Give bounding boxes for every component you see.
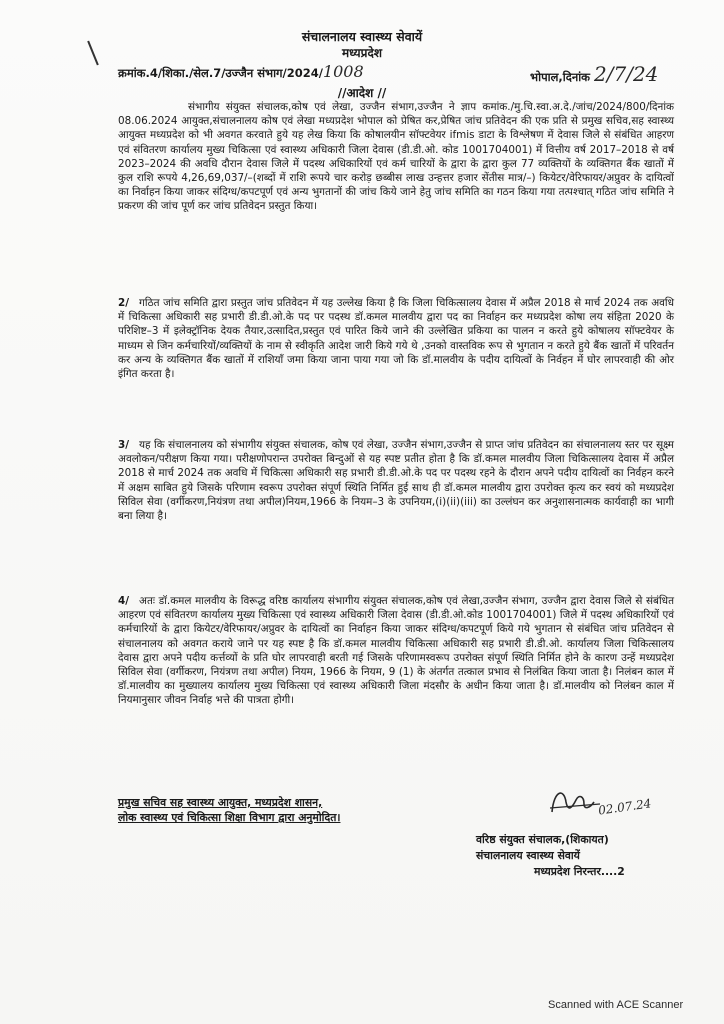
approval-line-2: लोक स्वास्थ्य एवं चिकित्सा शिक्षा विभाग द्वारा अनुमोदित। [118,811,341,824]
paragraph-2-text: गठित जांच समिति द्वारा प्रस्तुत जांच प्रतिवेदन में यह उल्लेख किया है कि जिला चिकित्सालय देवास में अप्रैल 2018 से मार्च 2024 तक अवधि में चिकित्सा अधिकारी सह प्रभारी डी.डी.ओ.के पद पर पदस्थ डॉ.कमल मालवीय द्वारा पद का निर्वाहन कर मध्यप्रदेश कोषा लय संहिता 2020 के परिशिष्ट–3 में इलेक्ट्रॉनिक देयक तैयार,उत्सादित,प्रस्तुत एवं पारित किये जाने की उल्लेखित प्रकिया का पालन न करते हुये कोषालय सॉफ्टवेयर के माध्यम से जिन कर्मचारियों/व्यक्तियों के नाम से स्वीकृति आदेश जारी किये गये थे ,उनको वास्तविक रूप से भुगतान न करते हुये बैंक खातों में परिवर्तन कर अन्य के व्यक्तिगत बैंक खातों में राशियाँ जमा किया जाना पाया गया जो कि डॉ.मालवीय के पदीय दायित्वों के निर्वहन में घोर लापरवाही की ओर इंगित करता है। [118,297,674,381]
paragraph-3 [118,438,674,523]
paragraph-3-number: 3/ [118,439,130,451]
handwritten-date: 2/7/24 [594,62,659,86]
paragraph-4-number: 4/ [118,595,130,607]
reference-prefix: क्रमांक.4/शिका./सेल.7/उज्जैन संभाग/2024/ [118,66,323,80]
paragraph-1-text: संभागीय संयुक्त संचालक,कोष एवं लेखा, उज्जैन संभाग,उज्जैन ने ज्ञाप कमांक./मु.चि.स्वा.अ.दे./जांच/2024/800/दिनांक 08.06.2024 आयुक्त,संचालनालय कोष एवं लेखा मध्यप्रदेश भोपाल को प्रेषित कर,प्रेषित जांच प्रतिवेदन की एक प्रति से प्रमुख सचिव,सह स्वास्थ्य आयुक्त मध्यप्रदेश को भी अवगत करवाते हुये यह लेख किया कि कोषालयीन सॉफ्टवेयर ifmis डाटा के विश्लेषण में देवास जिले से संबंधित आहरण एवं संवितरण कार्यालय मुख्य चिकित्सा एवं स्वास्थ्य अधिकारी जिला देवास (डी.डी.ओ. कोड 1001704001) में वित्तीय वर्ष 2017–2018 से वर्ष 2023–2024 की अवधि दौरान देवास जिले में पदस्थ अधिकारियों एवं कर्म चारियों के द्वारा के द्वारा कुल 77 व्यक्तियों के व्यक्तिगत बैंक खातों में कुल राशि रूपये 4,26,69,037/–(शब्दों में राशि रूपये चार करोड़ छब्बीस लाख उन्हत्तर हजार सेंतीस मात्र/–) कियेटर/वेरिफायर/अप्रुवर के दायित्वों का निर्वाहन किया जाकर संदिग्ध/कपटपूर्ण एवं अन्य भुगतानों की जांच किये जाने हेतु जांच समिति का गठन किया गया तत्पश्चात् गठित जांच समिति ने प्रकरण की जांच पूर्ण कर जांच प्रतिवेदन प्रस्तुत किया। [118,101,674,213]
scanner-watermark: Scanned with ACE Scanner [548,999,684,1011]
reference-number [118,62,364,81]
signatory-designation [476,832,706,880]
paragraph-1 [118,100,674,214]
place-date-label: भोपाल,दिनांक [530,70,591,84]
signature-date: 02.07.24 [597,796,653,818]
place-date [530,62,658,86]
order-title: //आदेश // [337,86,387,100]
approval-note [118,795,418,825]
directorate-heading: संचालनालय स्वास्थ्य सेवायें [301,29,423,44]
paragraph-4-text: अतः डॉ.कमल मालवीय के विरूद्ध वरिष्ठ कार्यालय संभागीय संयुक्त संचालक,कोष एवं लेखा,उज्जैन संभाग, उज्जैन द्वारा देवास जिले से संबंधित आहरण एवं संवितरण कार्यालय मुख्य चिकित्सा एवं स्वास्थ्य अधिकारी जिला देवास (डी.डी.ओ.कोड 1001704001) जिले में पदस्थ अधिकारियों एवं कर्मचारियों के द्वारा कियेटर/वेरिफायर/अप्रुवर के दायित्वों का निर्वाहन किया जाकर संदिग्ध/कपटपूर्ण किये गये भुगतान से संबंधित जांच प्रतिवेदन से संचालनालय को अवगत कराये जाने पर यह स्पष्ट है कि डॉ.कमल मालवीय चिकित्सा अधिकारी सह प्रभारी डी.डी.ओ. कार्यालय जिला चिकित्सालय देवास द्वारा अपने पदीय कर्त्तव्यों के प्रति घोर लापरवाही बरती गई जिसके परिणामस्वरूप उपरोक्त संपूर्ण स्थिति निर्मित होने के कारण उन्हें मध्यप्रदेश सिविल सेवा (वर्गीकरण, नियंत्रण तथा अपील) नियम, 1966 के नियम, 9 (1) के अंतर्गत तत्काल प्रभाव से निलंबित किया जाता है। निलंबन काल में डॉ.मालवीय का मुख्यालय कार्यालय मुख्य चिकित्सा एवं स्वास्थ्य अधिकारी जिला मंदसौर के अधीन किया जाता है। डॉ.मालवीय को निलंबन काल में नियमानुसार जीवन निर्वाह भत्ते की पात्रता होगी। [118,595,674,707]
approval-line-1: प्रमुख सचिव सह स्वास्थ्य आयुक्त, मध्यप्रदेश शासन, [118,796,323,809]
designation-line-2: संचालनालय स्वास्थ्य सेवायें [476,849,580,862]
paragraph-4 [118,594,674,708]
paragraph-3-text: यह कि संचालनालय को संभागीय संयुक्त संचालक, कोष एवं लेखा, उज्जैन संभाग,उज्जैन से प्राप्त जांच प्रतिवेदन का संचालनालय स्तर पर सूक्ष्म अवलोकन/परीक्षण किया गया। परीक्षणोपरान्त उपरोक्त बिन्दुओं से यह स्पष्ट प्रतीत होता है कि डॉ.कमल मालवीय जिला चिकित्सालय देवास में अप्रैल 2018 से मार्च 2024 तक अवधि में चिकित्सा अधिकारी सह प्रभारी डी.डी.ओ.के पद पर पदस्थ रहने के दौरान अपने पदीय दायित्वों का निर्वहन करने में अक्षम साबित हुये जिसके परिणाम स्वरूप उपरोक्त संपूर्ण स्थिति निर्मित हुई साथ ही डॉ.कमल मालवीय द्वारा उपरोक्त कृत्य कर स्वयं को मध्यप्रदेश सिविल सेवा (वर्गीकरण,नियंत्रण तथा अपील)नियम,1966 के नियम–3 के उपनियम,(i)(ii)(iii) का उल्लंघन कर अनुशासनात्मक कार्यवाही का भागी बना लिया है। [118,439,674,523]
designation-line-1: वरिष्ठ संयुक्त संचालक,(शिकायत) [476,833,609,846]
state-heading: मध्यप्रदेश [341,46,382,60]
paragraph-2 [118,296,674,381]
designation-line-3: मध्यप्रदेश निरन्तर....2 [534,865,625,878]
reference-handwritten-number: 1008 [322,62,364,81]
paragraph-2-number: 2/ [118,297,130,309]
